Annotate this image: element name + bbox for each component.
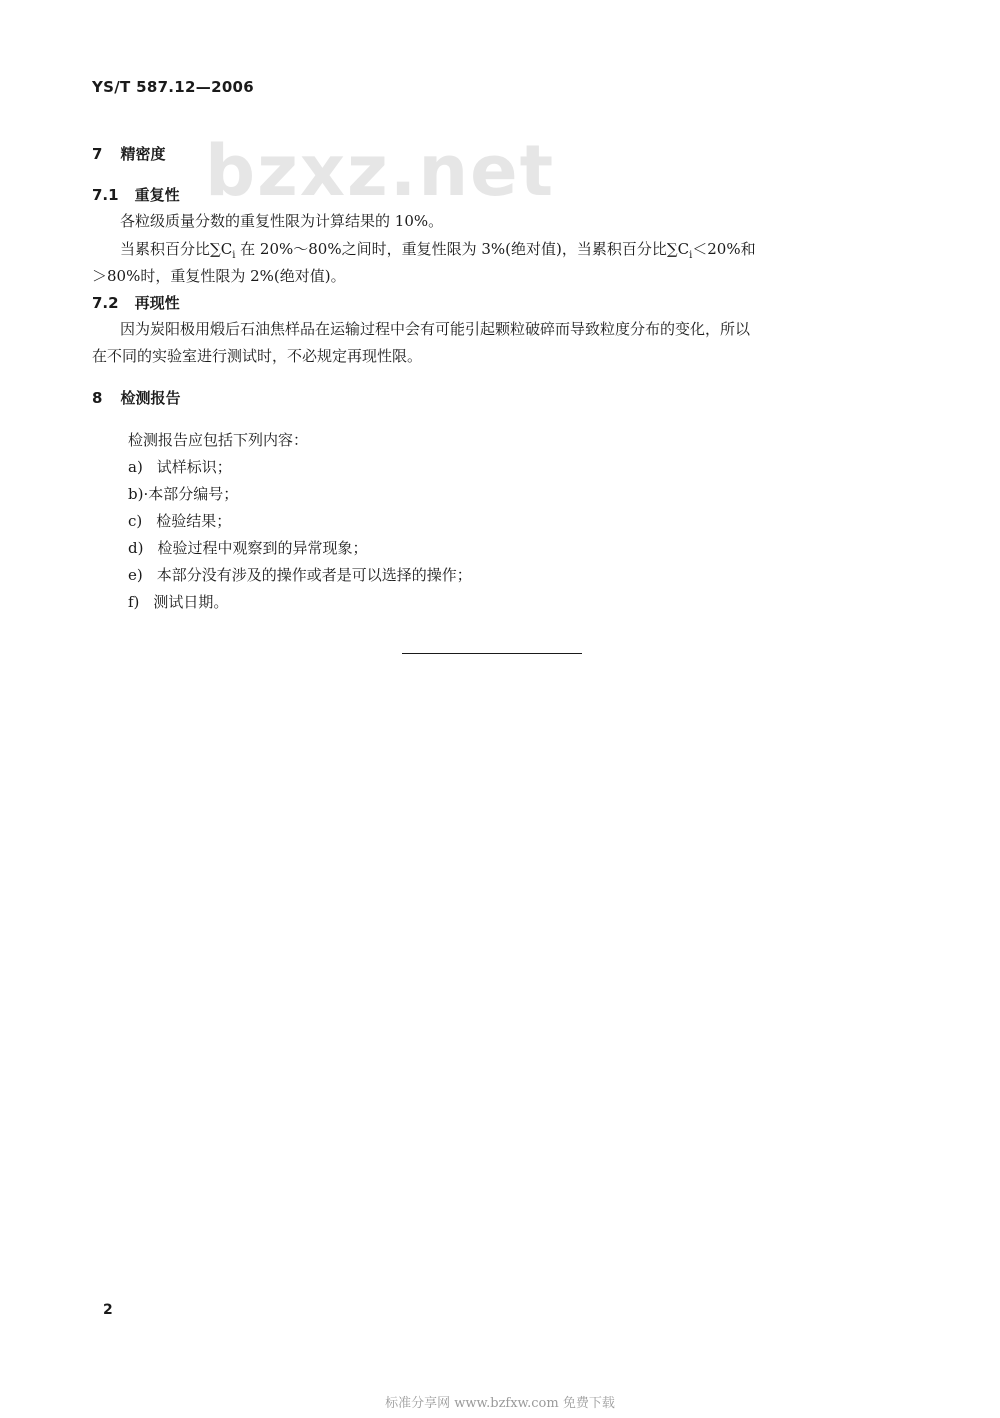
page-number: 2: [103, 1302, 113, 1318]
list-label: b)·: [128, 485, 149, 503]
text-run: 当累积百分比∑C: [120, 240, 233, 258]
section-number: 7.2: [92, 294, 119, 312]
footer-source: 标准分享网 www.bzfxw.com 免费下载: [385, 1396, 615, 1411]
list-text: 本部分编号；: [148, 485, 239, 503]
list-label: f): [128, 593, 140, 611]
paragraph-repeatability-2: [120, 238, 756, 261]
list-item: [128, 537, 367, 558]
section-number: 7: [92, 145, 103, 163]
list-item: [128, 483, 238, 504]
list-item: [128, 591, 228, 612]
text-run: 在 20%～80%之间时，重复性限为 3%(绝对值)，当累积百分比∑C: [235, 240, 690, 258]
end-rule: [402, 653, 582, 654]
section-title: 精密度: [120, 145, 166, 163]
section-7-2-heading: [92, 292, 180, 313]
list-label: e): [128, 566, 143, 584]
list-text: 本部分没有涉及的操作或者是可以选择的操作；: [156, 566, 472, 584]
section-8-heading: [92, 387, 180, 408]
report-intro: 检测报告应包括下列内容：: [128, 431, 309, 449]
list-text: 试样标识；: [156, 458, 232, 476]
document-id: YS/T 587.12—2006: [92, 78, 255, 96]
subscript: i: [232, 250, 236, 261]
list-text: 检验结果；: [156, 512, 232, 530]
paragraph-repeatability-1: 各粒级质量分数的重复性限为计算结果的 10%。: [120, 212, 444, 230]
list-item: [128, 510, 231, 531]
section-7-heading: [92, 143, 165, 164]
section-title: 重复性: [134, 186, 180, 204]
section-7-1-heading: [92, 184, 180, 205]
paragraph-reproducibility-1: 因为炭阳极用煅后石油焦样品在运输过程中会有可能引起颗粒破碎而导致粒度分布的变化，所以: [120, 320, 751, 338]
list-item: [128, 564, 472, 585]
paragraph-reproducibility-2: 在不同的实验室进行测试时，不必规定再现性限。: [92, 347, 423, 365]
watermark: bzxz.net: [205, 130, 556, 212]
section-title: 检测报告: [120, 389, 181, 407]
section-number: 7.1: [92, 186, 119, 204]
subscript: i: [689, 250, 693, 261]
section-title: 再现性: [134, 294, 180, 312]
list-label: c): [128, 512, 143, 530]
list-label: d): [128, 539, 144, 557]
list-label: a): [128, 458, 143, 476]
text-run: ＜20%和: [692, 240, 756, 258]
list-text: 检验过程中观察到的异常现象；: [157, 539, 368, 557]
section-number: 8: [92, 389, 103, 407]
list-item: [128, 456, 232, 477]
paragraph-repeatability-2-cont: ＞80%时，重复性限为 2%(绝对值)。: [92, 267, 346, 285]
list-text: 测试日期。: [153, 593, 229, 611]
